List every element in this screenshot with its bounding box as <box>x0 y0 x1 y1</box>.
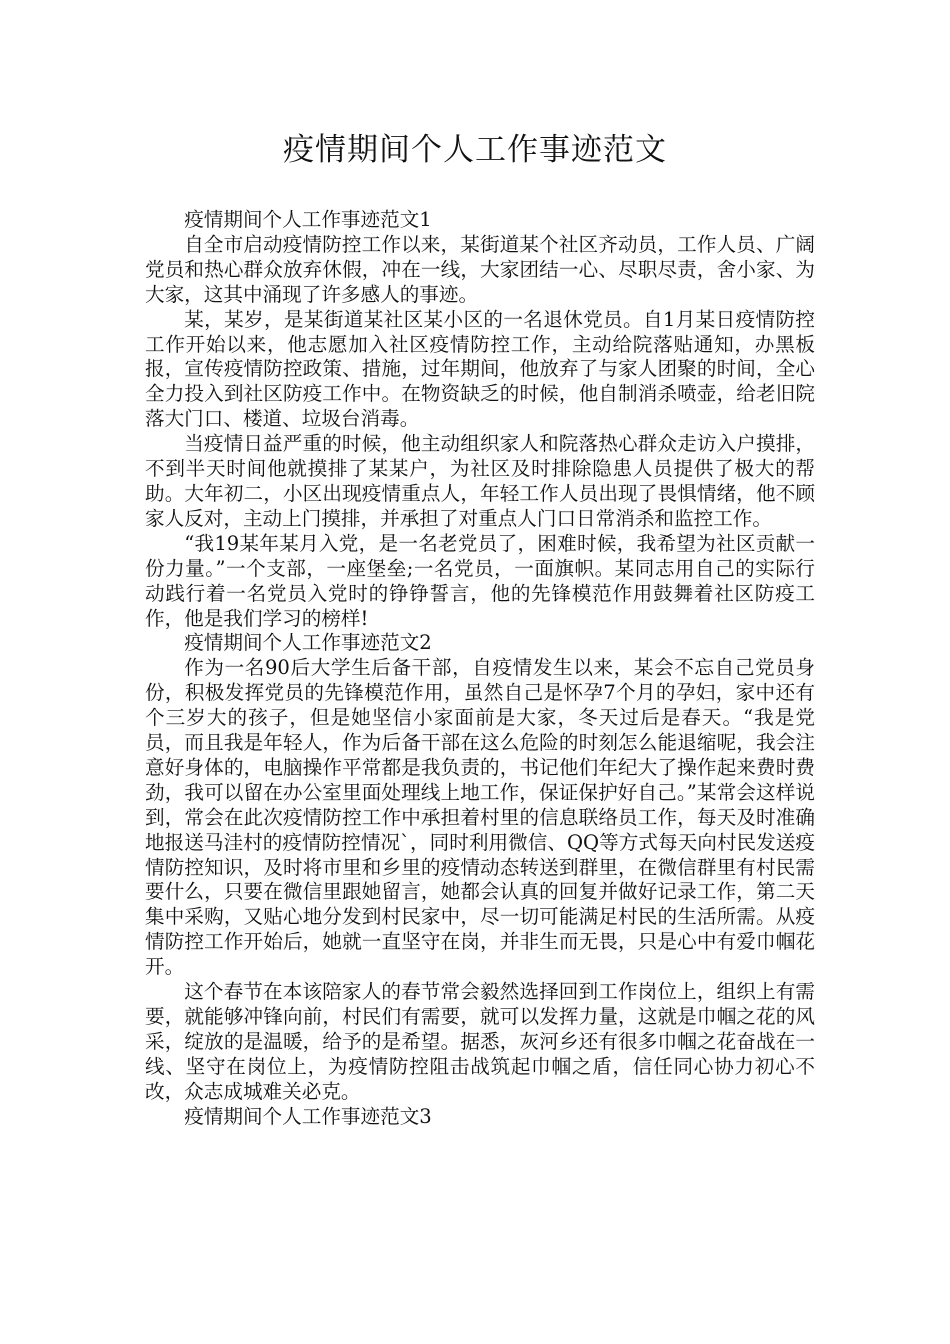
section-heading: 疫情期间个人工作事迹范文1 <box>184 208 432 231</box>
paragraph: 作为一名90后大学生后备干部，自疫情发生以来，某会不忘自己党员身份，积极发挥党员的先锋模范作用，虽然自己是怀孕7个月的孕妇，家中还有个三岁大的孩子，但是她坚信小家面前是大家，冬天过后是春天。“我是党员，而且我是年轻人，作为后备干部在这么危险的时刻怎么能退缩呢，我会注意好身体的，电脑操作平常都是我负责的，书记他们年纪大了操作起来费时费劲，我可以留在办公室里面处理线上地工作，保证保护好自己。”某常会这样说到，常会在此次疫情防控工作中承担着村里的信息联络员工作，每天及时准确地报送马洼村的疫情防控情况`，同时利用微信、QQ等方式每天向村民发送疫情防控知识，及时将市里和乡里的疫情动态转送到群里，在微信群里有村民需要什么，只要在微信里跟她留言，她都会认真的回复并做好记录工作，第二天集中采购，又贴心地分发到村民家中，尽一切可能满足村民的生活所需。从疫情防控工作开始后，她就一直坚守在岗，并非生而无畏，只是心中有爱巾帼花开。 <box>145 656 815 979</box>
paragraph: 某，某岁，是某街道某社区某小区的一名退休党员。自1月某日疫情防控工作开始以来，他志愿加入社区疫情防控工作，主动给院落贴通知，办黑板报，宣传疫情防控政策、措施，过年期间，他放弃了与家人团聚的时间，全心全力投入到社区防疫工作中。在物资缺乏的时候，他自制消杀喷壶，给老旧院落大门口、楼道、垃圾台消毒。 <box>145 307 815 431</box>
paragraph: 当疫情日益严重的时候，他主动组织家人和院落热心群众走访入户摸排，不到半天时间他就摸排了某某户，为社区及时排除隐患人员提供了极大的帮助。大年初二，小区出现疫情重点人，年轻工作人员出现了畏惧情绪，他不顾家人反对，主动上门摸排，并承担了对重点人门口日常消杀和监控工作。 <box>145 432 815 530</box>
section-1 <box>145 208 815 631</box>
section-2 <box>145 631 815 1104</box>
section-3 <box>145 1105 815 1130</box>
paragraph: 这个春节在本该陪家人的春节常会毅然选择回到工作岗位上，组织上有需要，就能够冲锋向前，村民们有需要，就可以发挥力量，这就是巾帼之花的风采，绽放的是温暖，给予的是希望。据悉，灰河乡还有很多巾帼之花奋战在一线、坚守在岗位上，为疫情防控阻击战筑起巾帼之盾，信任同心协力初心不改，众志成城难关必克。 <box>145 980 815 1103</box>
section-heading: 疫情期间个人工作事迹范文3 <box>184 1104 432 1128</box>
document-page <box>145 128 815 1130</box>
paragraph: “我19某年某月入党，是一名老党员了，困难时候，我希望为社区贡献一份力量。”一个支部，一座堡垒;一名党员，一面旗帜。某同志用自己的实际行动践行着一名党员入党时的铮铮誓言，他的先锋模范作用鼓舞着社区防疫工作，他是我们学习的榜样! <box>145 531 815 630</box>
section-heading: 疫情期间个人工作事迹范文2 <box>184 631 432 655</box>
document-title: 疫情期间个人工作事迹范文 <box>283 132 667 168</box>
paragraph: 自全市启动疫情防控工作以来，某街道某个社区齐动员，工作人员、广阔党员和热心群众放弃休假，冲在一线，大家团结一心、尽职尽责，舍小家、为大家，这其中涌现了许多感人的事迹。 <box>145 232 815 306</box>
